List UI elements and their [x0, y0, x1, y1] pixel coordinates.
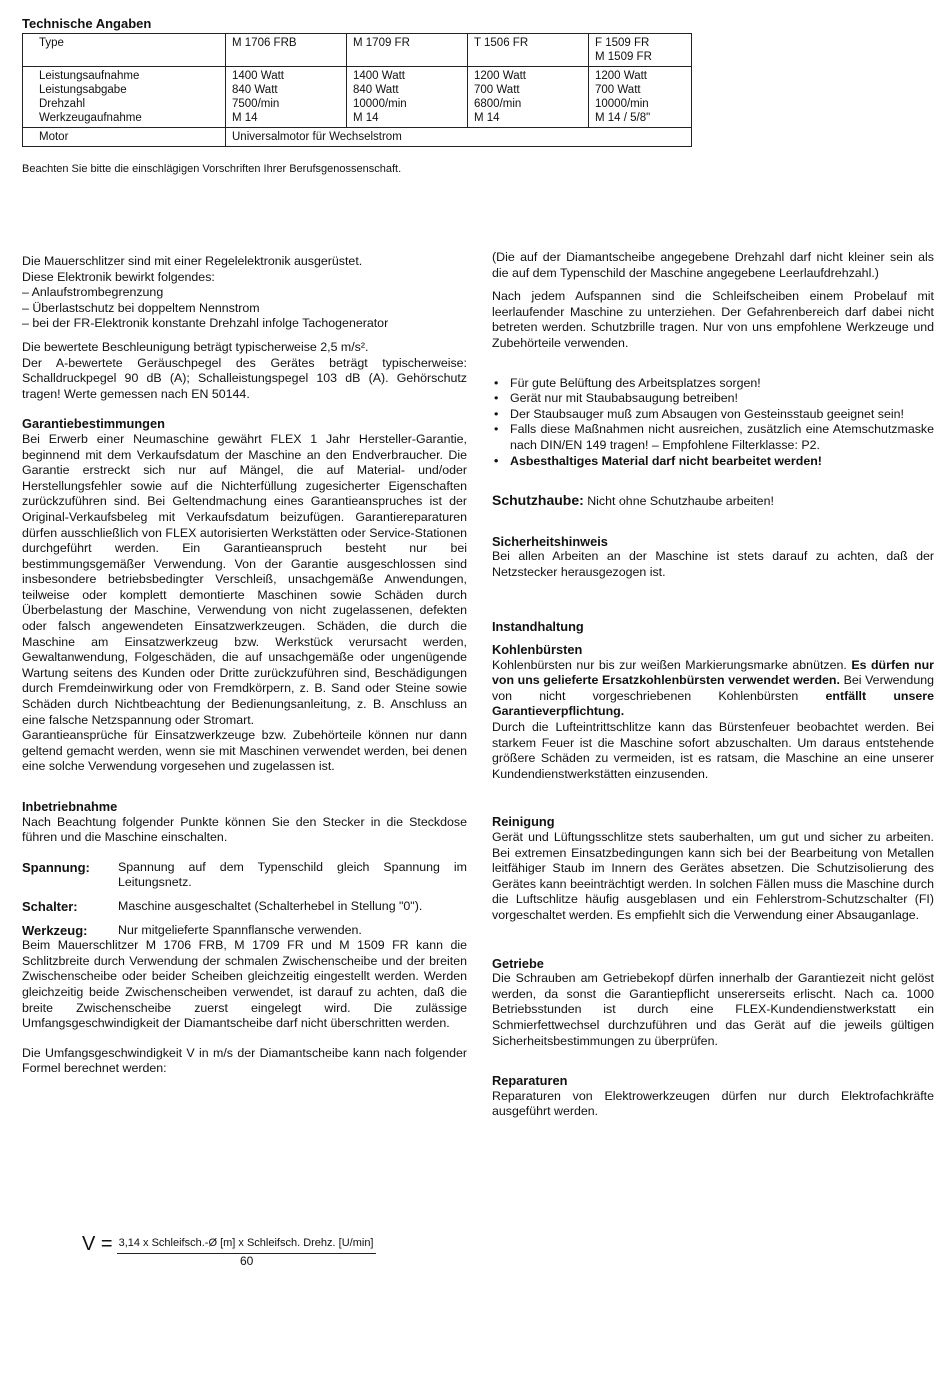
- definition-row: [22, 923, 467, 939]
- left-column: [22, 254, 467, 1077]
- spec-header-c2: M 1709 FR: [347, 34, 468, 67]
- spec-cell: M 14: [232, 112, 258, 124]
- repair-heading: Reparaturen: [492, 1073, 568, 1089]
- repair-text: Reparaturen von Elektrowerkzeugen dürfen nur durch Elektrofachkräfte ausgeführt werden.: [492, 1088, 934, 1119]
- formula-numerator: 3,14 x Schleifsch.-Ø [m] x Schleifsch. Drehz. [U/min]: [117, 1236, 376, 1254]
- speed-note: (Die auf der Diamantscheibe angegebene Drehzahl darf nicht kleiner sein als die auf dem Typenschild der Maschine angegebene Leerlaufdrehzahl.): [492, 250, 934, 280]
- list-item: – Überlastschutz bei doppeltem Nennstrom: [22, 301, 467, 317]
- spec-labels-cell: [23, 67, 226, 128]
- startup-definitions: [22, 860, 467, 938]
- brushes-text-b: Es dürfen nur von uns gelieferte Ersatzkohlenbürsten verwendet werden.: [492, 657, 934, 688]
- intro-line: Diese Elektronik bewirkt folgendes:: [22, 269, 215, 284]
- spec-values-row: [23, 67, 692, 128]
- spec-motor-value: Universalmotor für Wechselstrom: [226, 128, 692, 147]
- spec-motor-row: [23, 128, 692, 147]
- speed-formula: [82, 1233, 376, 1255]
- feature-list: [22, 285, 467, 332]
- startup-heading: Inbetriebnahme: [22, 799, 118, 814]
- spec-motor-label-cell: [23, 128, 226, 147]
- safety-heading: Sicherheitshinweis: [492, 533, 608, 549]
- spec-cell: 7500/min: [232, 98, 280, 110]
- list-item: – Anlaufstrombegrenzung: [22, 285, 467, 301]
- spec-row-label: Leistungsaufnahme: [39, 70, 140, 82]
- gearbox-text: Die Schrauben am Getriebekopf dürfen innerhalb der Garantiezeit nicht gelöst werden, da sonst die Garantiepflicht unsererseits erlischt. Nach ca. 1000 Betriebsstunden ist durch eine FLEX-Kundendienstwerkstatt ein Schmierfettwechsel durchzuführen und das Gerät auf die jeweils gültigen Sicherheitsbestimmungen zu überprüfen.: [492, 971, 934, 1048]
- spec-cell: 700 Watt: [595, 84, 641, 96]
- right-column: [492, 250, 934, 1120]
- gearbox-heading: Getriebe: [492, 955, 544, 971]
- test-run-note: Nach jedem Aufspannen sind die Schleifscheiben einem Probelauf mit leerlaufender Maschine zu unterziehen. Der Gefahrenbereich darf dabei nicht betreten werden. Schutzbrille tragen. Nur von uns empfohlene Werkzeuge und Zubehörteile verwenden.: [492, 289, 934, 350]
- slot-width-text: Beim Mauerschlitzer M 1706 FRB, M 1709 FR und M 1509 FR kann die Schlitzbreite durch Verwendung der schmalen Zwischenscheibe und der breiten Zwischenscheibe oder beider Scheiben gleichzeitig eingestellt werden. Werden gleichzeitig beide Zwischenscheiben verwendet, ist darauf zu achten, daß die breite Zwischenscheibe zuerst eingelegt wird. Die zulässige Umfangsgeschwindigkeit der Diamantscheibe darf nicht überschritten werden.: [22, 938, 467, 1031]
- noise-text: Der A-bewertete Geräuschpegel des Gerätes beträgt typischerweise: Schalldruckpegel 90 dB (A); Schalleistungspegel 103 dB (A). Gehörschutz tragen! Werte gemessen nach EN 50144.: [22, 355, 467, 401]
- brushes-text-c: Bei Verwendung von nicht vorgeschriebenen Kohlenbürsten: [492, 673, 934, 703]
- spec-cell: M 14 / 5/8": [595, 112, 651, 124]
- definition-term: Schalter:: [22, 898, 78, 914]
- spec-header-c1: M 1706 FRB: [226, 34, 347, 67]
- guard-text: Nicht ohne Schutzhaube arbeiten!: [587, 494, 774, 509]
- list-item: • Für gute Belüftung des Arbeitsplatzes sorgen!: [492, 376, 934, 392]
- definition-desc: Maschine ausgeschaltet (Schalterhebel in Stellung "0").: [118, 898, 423, 913]
- definition-row: [22, 860, 467, 891]
- spec-cell: 10000/min: [353, 98, 407, 110]
- cleaning-heading: Reinigung: [492, 814, 555, 830]
- brushes-text-e: Durch die Lufteintrittschlitze kann das Bürstenfeuer beobachtet werden. Bei starkem Feuer ist die Maschine sofort abzuschalten. Um daraus entstehende größere Schäden zu vermeiden, ist es ratsam, die Maschine an eine unserer Kundendienstwerkstätten einzusenden.: [492, 720, 934, 781]
- definition-desc: Nur mitgelieferte Spannflansche verwenden.: [118, 922, 362, 937]
- spec-header-type: Type: [39, 37, 64, 49]
- list-item: • Falls diese Maßnahmen nicht ausreichen, zusätzlich eine Atemschutzmaske nach DIN/EN 149 tragen! – Empfohlene Filterklasse: P2.: [492, 422, 934, 453]
- spec-table: [22, 33, 692, 147]
- spec-header-c4b: M 1509 FR: [595, 51, 652, 63]
- spec-note: Beachten Sie bitte die einschlägigen Vorschriften Ihrer Berufsgenossenschaft.: [22, 163, 402, 175]
- spec-title: Technische Angaben: [22, 16, 152, 31]
- brushes-text-d: entfällt unsere Garantieverpflichtung.: [492, 688, 934, 719]
- spec-row-label: Leistungsabgabe: [39, 84, 127, 96]
- warranty-heading: Garantiebestimmungen: [22, 416, 165, 432]
- acceleration-text: Die bewertete Beschleunigung beträgt typischerweise 2,5 m/s².: [22, 339, 369, 354]
- list-item: • Der Staubsauger muß zum Absaugen von Gesteinsstaub geeignet sein!: [492, 407, 934, 423]
- guard-term: Schutzhaube:: [492, 492, 584, 509]
- page-number: 60: [240, 1254, 254, 1268]
- safety-text: Bei allen Arbeiten an der Maschine ist stets darauf zu achten, daß der Netzstecker herausgezogen ist.: [492, 549, 934, 579]
- spec-cell: 10000/min: [595, 98, 649, 110]
- brushes-heading: Kohlenbürsten: [492, 642, 583, 658]
- safety-bullets: [492, 376, 934, 470]
- spec-row-label: Drehzahl: [39, 98, 86, 110]
- definition-row: [22, 899, 467, 915]
- spec-c4-cell: [589, 67, 692, 128]
- speed-text: Die Umfangsgeschwindigkeit V in m/s der Diamantscheibe kann nach folgender Formel berechnet werden:: [22, 1045, 467, 1076]
- guard-line: [492, 493, 934, 510]
- spec-cell: 840 Watt: [232, 84, 278, 96]
- spec-header-c4a: F 1509 FR: [595, 37, 650, 49]
- spec-c3-cell: [468, 67, 589, 128]
- spec-cell: 6800/min: [474, 98, 522, 110]
- spec-header-c4: [589, 34, 692, 67]
- spec-row-label: Werkzeugaufnahme: [39, 112, 142, 124]
- spec-cell: 1400 Watt: [353, 70, 405, 82]
- list-item: • Gerät nur mit Staubabsaugung betreiben!: [492, 391, 934, 407]
- spec-header-label: [23, 34, 226, 67]
- definition-desc: Spannung auf dem Typenschild gleich Spannung im Leitungsnetz.: [118, 859, 467, 890]
- spec-cell: M 14: [474, 112, 500, 124]
- formula-v: V =: [82, 1233, 113, 1255]
- spec-cell: 1200 Watt: [595, 70, 647, 82]
- spec-cell: 1200 Watt: [474, 70, 526, 82]
- maintenance-heading: Instandhaltung: [492, 618, 584, 634]
- spec-c2-cell: [347, 67, 468, 128]
- startup-text: Nach Beachtung folgender Punkte können Sie den Stecker in die Steckdose führen und die Maschine einschalten.: [22, 814, 467, 845]
- spec-cell: 840 Watt: [353, 84, 399, 96]
- spec-header-row: [23, 34, 692, 67]
- spec-motor-label: Motor: [39, 131, 69, 143]
- intro-line: Die Mauerschlitzer sind mit einer Regelelektronik ausgerüstet.: [22, 254, 363, 268]
- spec-cell: 1400 Watt: [232, 70, 284, 82]
- definition-term: Werkzeug:: [22, 922, 88, 938]
- brushes-text: [492, 658, 934, 720]
- definition-term: Spannung:: [22, 859, 90, 875]
- cleaning-text: Gerät und Lüftungsschlitze stets sauberhalten, um gut und sicher zu arbeiten. Bei extremen Einsatzbedingungen kann sich bei der Bearbeitung von Metallen leitfähiger Staub im Innern des Gerätes absetzen. Die Schutzisolierung des Gerätes kann beeinträchtigt werden. In solchen Fällen muss die Maschine durch die Luftschlitze häufig ausgeblasen und ein Fehlerstrom-Schutzschalter (FI) vorgeschaltet werden. Es empfiehlt sich die Verwendung einer Absauganlage.: [492, 830, 934, 922]
- spec-cell: M 14: [353, 112, 379, 124]
- warranty-text: Bei Erwerb einer Neumaschine gewährt FLEX 1 Jahr Hersteller-Garantie, beginnend mit dem Verkaufsdatum der Maschine an den Endverbraucher. Die Garantie erstreckt sich nur auf Mängel, die auf Material- und/oder Herstellungsfehler sowie auf die Nichterfüllung zugesicherter Eigenschaften zurückzuführen sind. Bei Geltendmachung eines Garantieanspruches ist der Original-Verkaufsbeleg mit Verkaufsdatum beizufügen. Garantiereparaturen dürfen ausschließlich von FLEX autorisierten Werkstätten oder Service-Stationen durchgeführt werden. Ein Garantieanspruch besteht nur bei bestimmungsgemäßer Verwendung. Von der Garantie ausgeschlossen sind insbesondere betriebsbedingter Verschleiß, unsachgemäße Anwendungen, teilweise oder komplett demontierte Maschinen sowie Schäden durch Überbelastung der Maschine, Verwendung von nicht zugelassenen, defekten oder falsch angewendeten Einsatzwerkzeugen. Schäden, die durch die Maschine am Einsatzwerkzeug bzw. Werkstück verursacht werden, Gewaltanwendung, Folgeschäden, die auf unsachgemäße oder ungenügende Wartung seitens des Kunden oder Dritte zurückzuführen sind, Beschädigungen durch Fremdeinwirkung oder von Fremdkörpern, z. B. Sand oder Steine sowie Schäden durch Nichtbeachtung der Bedienungsanleitung, z. B. Anschluss an eine falsche Netzspannung oder Stromart.: [22, 431, 467, 727]
- list-item-asbestos: • Asbesthaltiges Material darf nicht bearbeitet werden!: [492, 454, 934, 470]
- spec-cell: 700 Watt: [474, 84, 520, 96]
- spec-header-c3: T 1506 FR: [468, 34, 589, 67]
- brushes-text-a: Kohlenbürsten nur bis zur weißen Markierungsmarke abnützen.: [492, 657, 847, 672]
- spec-c1-cell: [226, 67, 347, 128]
- list-item: – bei der FR-Elektronik konstante Drehzahl infolge Tachogenerator: [22, 316, 467, 332]
- warranty-text-2: Garantieansprüche für Einsatzwerkzeuge bzw. Zubehörteile können nur dann geltend gemacht werden, wenn sie mit Maschinen verwendet werden, bei denen eine solche Verwendung vorgesehen und zugelassen ist.: [22, 728, 467, 774]
